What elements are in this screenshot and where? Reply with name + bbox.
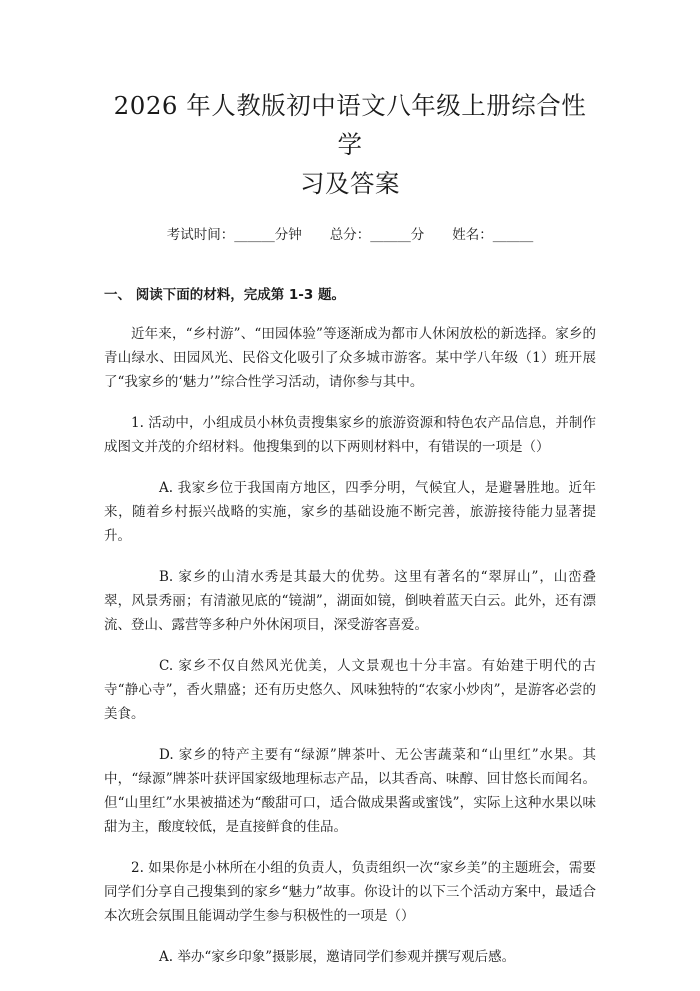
reading-material: 近年来，“乡村游”、“田园体验”等逐渐成为都市人休闲放松的新选择。家乡的青山绿水、田园风光、民俗文化吸引了众多城市游客。某中学八年级（1）班开展了“我家乡的‘魅力’”综合性学习活动，请你参与其中。: [104, 326, 596, 390]
exam-time-label: 考试时间：______分钟: [166, 227, 302, 243]
title-line-1: 2026 年人教版初中语文八年级上册综合性学: [113, 91, 587, 159]
document-title: [104, 86, 596, 203]
section-heading: 一、 阅读下面的材料，完成第 1-3 题。: [104, 287, 345, 303]
question-1-stem: 1. 活动中，小组成员小林负责搜集家乡的旅游资源和特色农产品信息，并制作成图文并茂的介绍材料。他搜集到的以下两则材料中，有错误的一项是（）: [104, 415, 596, 455]
exam-meta: [104, 225, 596, 245]
total-score-label: 总分：______分: [329, 227, 425, 243]
question-1-option-b: B. 家乡的山清水秀是其最大的优势。这里有著名的“翠屏山”，山峦叠翠，风景秀丽；有清澈见底的“镜湖”，湖面如镜，倒映着蓝天白云。此外，还有漂流、登山、露营等多种户外休闲项目，深受游客喜爱。: [104, 569, 596, 633]
question-1-option-a: A. 我家乡位于我国南方地区，四季分明，气候宜人，是避暑胜地。近年来，随着乡村振兴战略的实施，家乡的基础设施不断完善，旅游接待能力显著提升。: [104, 480, 596, 544]
student-name-label: 姓名：______: [452, 227, 534, 243]
question-2-stem: 2. 如果你是小林所在小组的负责人，负责组织一次“家乡美”的主题班会，需要同学们分享自己搜集到的家乡“魅力”故事。你设计的以下三个活动方案中，最适合本次班会氛围且能调动学生参与积极性的一项是（）: [104, 860, 596, 924]
title-line-2: 习及答案: [300, 169, 400, 198]
question-1-option-d: D. 家乡的特产主要有“绿源”牌茶叶、无公害蔬菜和“山里红”水果。其中，“绿源”牌茶叶获评国家级地理标志产品，以其香高、味醇、回甘悠长而闻名。但“山里红”水果被描述为“酸甜可口，适合做成果酱或蜜饯”，实际上这种水果以味甜为主，酸度较低，是直接鲜食的佳品。: [104, 747, 596, 835]
question-2-option-a: A. 举办“家乡印象”摄影展，邀请同学们参观并撰写观后感。: [159, 949, 516, 965]
document-page: [0, 86, 700, 991]
question-1-option-c: C. 家乡不仅自然风光优美，人文景观也十分丰富。有始建于明代的古寺“静心寺”，香火鼎盛；还有历史悠久、风味独特的“农家小炒肉”，是游客必尝的美食。: [104, 658, 596, 722]
